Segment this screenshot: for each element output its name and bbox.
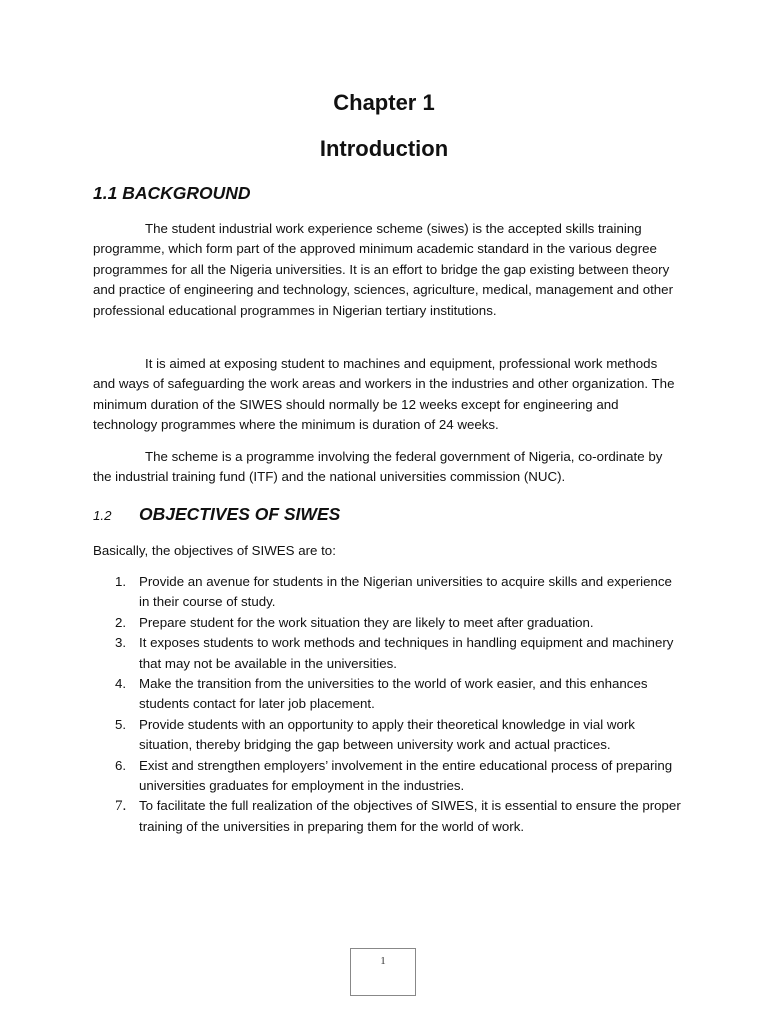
list-item-number: 1. [115,574,127,589]
objectives-heading [93,502,340,528]
list-item-number: 7. [115,798,127,815]
list-item-number: 3. [115,635,127,651]
list-item-text: Prepare student for the work situation they are likely to meet after graduation. [139,614,594,630]
page-number: 1 [380,955,386,967]
background-paragraph-3: The scheme is a programme involving the federal government of Nigeria, co-ordinate by the industrial training fund (ITF) and the national universities commission (NUC). [93,449,663,485]
list-item-number: 2. [115,614,127,630]
list-item [93,674,683,715]
list-item-number: 4. [115,676,127,692]
list-item [93,633,683,674]
list-item [93,572,683,613]
list-item-number: 6. [115,757,127,773]
list-item-text: To facilitate the full realization of the objectives of SIWES, it is essential to ensure the proper training of the universities in preparing them for the world of work. [139,798,681,834]
objectives-section-number: 1.2 [93,508,112,523]
objectives-heading-text: OBJECTIVES OF SIWES [139,504,341,524]
list-item-text: Make the transition from the universities to the world of work easier, and this enhances students contact for later job placement. [139,676,648,712]
chapter-title: Chapter 1 [333,90,435,115]
list-item [93,796,683,837]
list-item-number: 5. [115,716,127,732]
list-item [93,756,683,797]
list-item [93,613,683,633]
objectives-lead: Basically, the objectives of SIWES are to: [93,543,336,558]
list-item [93,715,683,756]
background-heading: 1.1 BACKGROUND [93,183,251,203]
list-item-text: Provide students with an opportunity to apply their theoretical knowledge in vial work situation, thereby bridging the gap between university work and actual practices. [139,716,635,753]
page-number-box [350,948,416,996]
background-paragraph-1: The student industrial work experience scheme (siwes) is the accepted skills training programme, which form part of the approved minimum academic standard in the various degree programmes for all the Nigeria universities. It is an effort to bridge the gap existing between theory and practice of engineering and technology, sciences, agriculture, medical, management and other professional educational programmes in Nigerian tertiary institutions. [93,221,673,318]
objectives-list [93,572,683,837]
list-item-text: Provide an avenue for students in the Nigerian universities to acquire skills and experience in their course of study. [139,574,672,610]
list-item-text: It exposes students to work methods and techniques in handling equipment and machinery that may not be available in the universities. [139,635,674,671]
chapter-subtitle: Introduction [319,136,449,161]
background-paragraph-2: It is aimed at exposing student to machines and equipment, professional work methods and ways of safeguarding the work areas and workers in the industries and other organization. The minimum duration of the SIWES should normally be 12 weeks except for engineering and technology programmes where the minimum is duration of 24 weeks. [93,356,675,433]
list-item-text: Exist and strengthen employers’ involvement in the entire educational process of preparing universities graduates for employment in the industries. [139,757,673,794]
